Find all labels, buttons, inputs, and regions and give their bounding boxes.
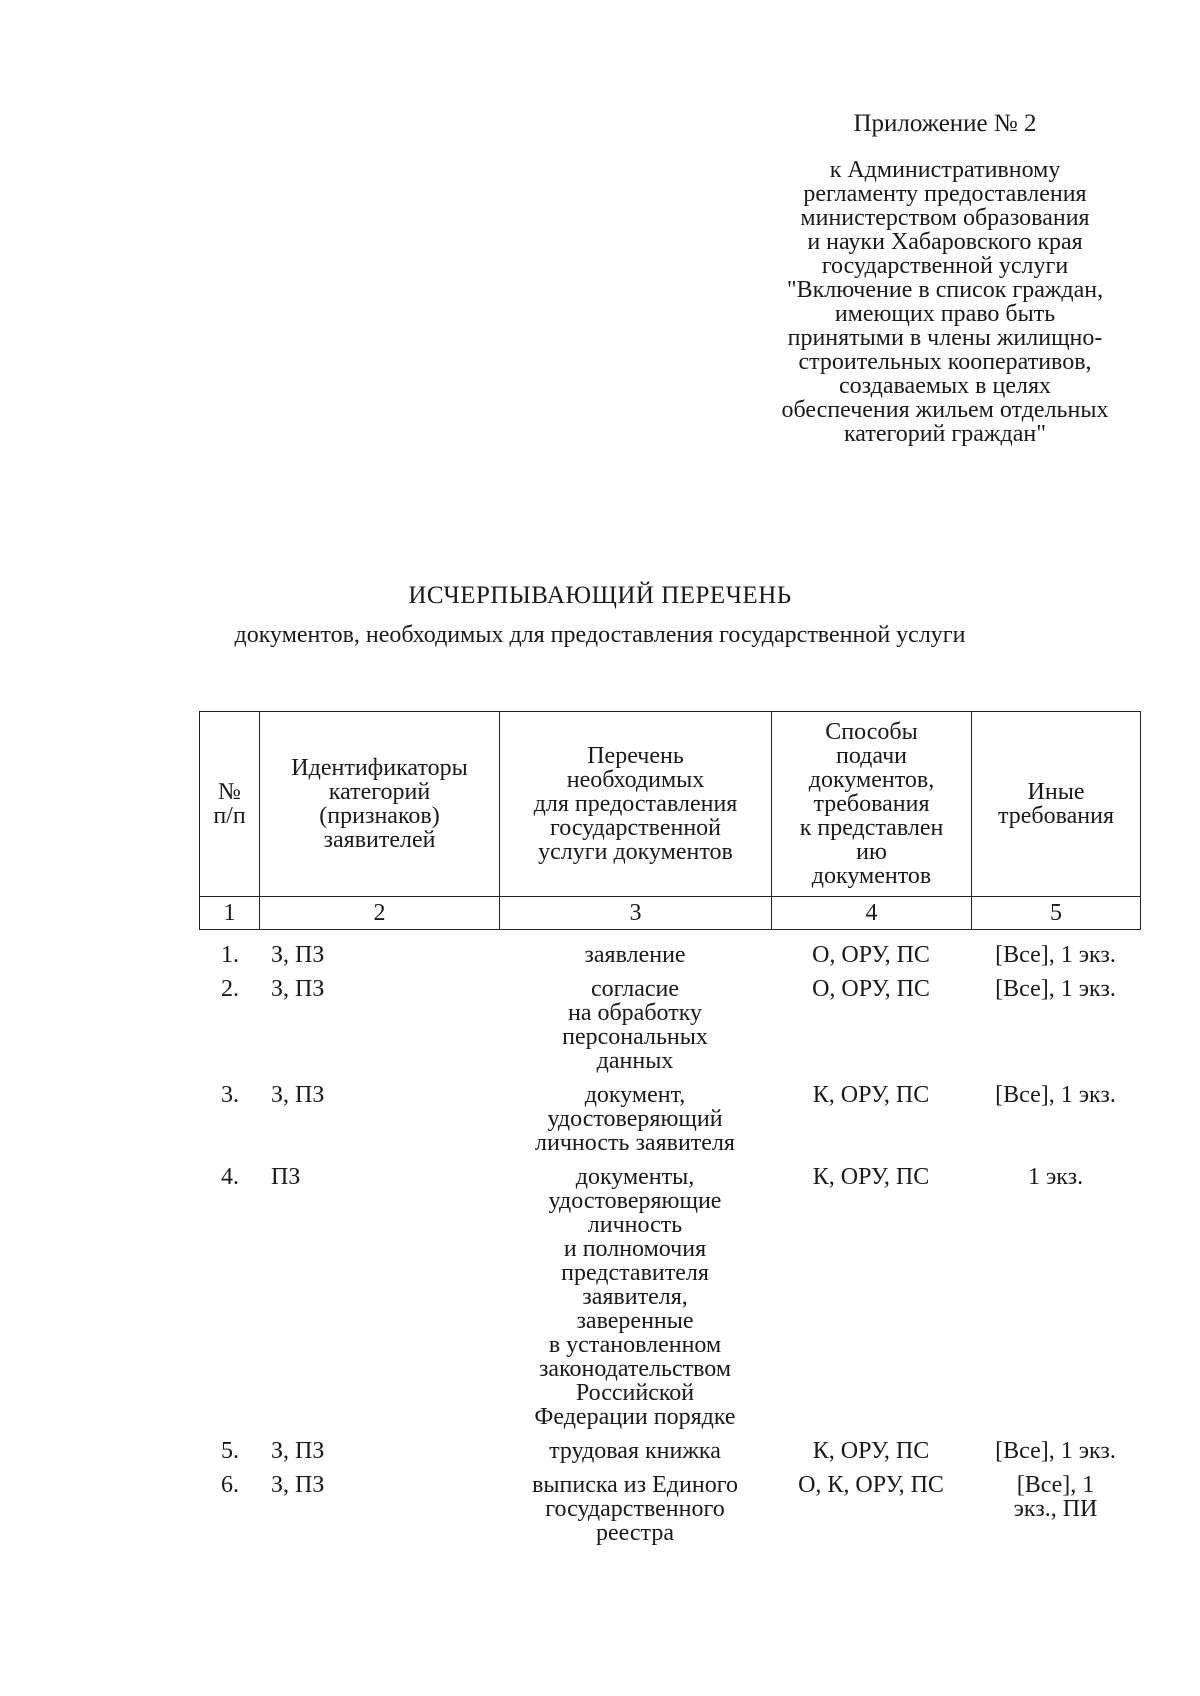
header-line: заявителей [323,827,436,853]
document-line: заявление [584,942,686,968]
row-methods: О, К, ОРУ, ПС [798,1472,944,1498]
header-line: Идентификаторы [291,755,468,781]
other-line: 1 экз. [1027,1164,1084,1190]
row-number: 5. [221,1438,239,1464]
row-document [499,1473,771,1555]
other-line: [Все], 1 экз. [995,976,1116,1002]
header-line: к представлен [799,815,944,841]
header-line: Иные [1027,779,1085,805]
row-methods: К, ОРУ, ПС [812,1438,930,1464]
document-line: документы, [575,1164,695,1190]
row-document [499,1083,771,1165]
row-number: 1. [221,942,239,968]
row-other [971,1473,1140,1555]
header-documents [500,712,772,897]
header-line: услуги документов [538,839,733,865]
header-line: (признаков) [319,803,440,829]
document-line: представителя [561,1260,709,1286]
appendix-text [740,158,1150,446]
row-methods: О, ОРУ, ПС [812,942,930,968]
other-line: [Все], 1 экз. [995,942,1116,968]
document-line: заверенные [576,1308,694,1334]
document-line: личность [587,1212,683,1238]
documents-table-header [199,711,1141,930]
table-row [199,1439,1140,1473]
other-line: [Все], 1 экз. [995,1082,1116,1108]
row-category: З, ПЗ [271,1472,325,1498]
table-row [199,977,1140,1083]
appendix-line: категорий граждан" [844,421,1046,447]
table-row [199,1083,1140,1165]
header-line: требования [813,791,930,817]
row-number: 6. [221,1472,239,1498]
appendix-line: обеспечения жильем отдельных [781,397,1109,423]
column-number: 5 [972,897,1141,930]
header-line: подачи [836,743,907,769]
header-methods [772,712,972,897]
document-line: Российской [575,1380,695,1406]
header-line: ию [856,839,887,865]
document-line: Федерации порядке [534,1404,736,1430]
header-number [200,712,260,897]
row-other [971,1165,1140,1439]
header-line: п/п [213,803,246,829]
table-row [199,1473,1140,1555]
header-line: Перечень [587,743,684,769]
header-line: категорий [328,779,431,805]
row-document [499,977,771,1083]
column-number: 3 [500,897,772,930]
appendix-line: создаваемых в целях [838,373,1052,399]
other-line: [Все], 1 экз. [995,1438,1116,1464]
appendix-line: "Включение в список граждан, [786,277,1104,303]
document-line: трудовая книжка [549,1438,721,1464]
header-line: для предоставления [533,791,738,817]
header-categories [260,712,500,897]
row-document [499,943,771,977]
document-line: и полномочия [563,1236,707,1262]
appendix-line: министерством образования [800,205,1090,231]
header-line: необходимых [566,767,705,793]
appendix-title: Приложение № 2 [853,110,1037,137]
row-other [971,943,1140,977]
header-line: документов [811,863,932,889]
row-category: З, ПЗ [271,942,325,968]
appendix-line: и науки Хабаровского края [807,229,1083,255]
document-line: удостоверяющие [548,1188,722,1214]
row-number: 2. [221,976,239,1002]
appendix-line: регламенту предоставления [803,181,1087,207]
appendix-line: государственной услуги [821,253,1069,279]
document-line: реестра [596,1520,674,1546]
row-document [499,1439,771,1473]
row-category: З, ПЗ [271,976,325,1002]
row-other [971,977,1140,1083]
row-category: З, ПЗ [271,1082,325,1108]
row-other [971,1439,1140,1473]
document-line: выписка из Единого [532,1472,738,1498]
header-line: № [218,779,241,805]
document-line: в установленном [548,1332,722,1358]
header-other [972,712,1141,897]
document-line: документ, [584,1082,686,1108]
document-line: законодательством [538,1356,732,1382]
column-number: 1 [200,897,260,930]
row-methods: К, ОРУ, ПС [812,1164,930,1190]
document-line: данных [596,1048,674,1074]
header-line: Способы [825,719,918,745]
appendix-line: к Административному [829,157,1061,183]
appendix-block [740,112,1150,446]
row-methods: К, ОРУ, ПС [812,1082,930,1108]
document-line: государственного [545,1496,725,1522]
header-line: документов, [808,767,935,793]
document-line: заявителя, [582,1284,688,1310]
document-line: удостоверяющий [547,1106,723,1132]
column-number: 2 [260,897,500,930]
row-category: ПЗ [271,1164,301,1190]
documents-table-body [199,943,1140,1555]
row-number: 4. [221,1164,239,1190]
other-line: [Все], 1 [1016,1472,1095,1498]
document-heading: ИСЧЕРПЫВАЮЩИЙ ПЕРЕЧЕНЬ [408,582,792,609]
document-line: на обработку [567,1000,703,1026]
column-number: 4 [772,897,972,930]
appendix-line: строительных кооперативов, [798,349,1092,375]
document-line: согласие [590,976,680,1002]
row-document [499,1165,771,1439]
row-other [971,1083,1140,1165]
document-line: персональных [562,1024,708,1050]
header-line: государственной [549,815,722,841]
table-row [199,943,1140,977]
table-row [199,1165,1140,1439]
row-category: З, ПЗ [271,1438,325,1464]
document-line: личность заявителя [535,1130,735,1156]
appendix-line: имеющих право быть [834,301,1056,327]
header-row [200,712,1141,897]
row-methods: О, ОРУ, ПС [812,976,930,1002]
column-number-row [200,897,1141,930]
header-line: требования [997,803,1115,829]
other-line: экз., ПИ [1013,1496,1098,1522]
row-number: 3. [221,1082,239,1108]
appendix-line: принятыми в члены жилищно- [787,325,1103,351]
document-subheading: документов, необходимых для предоставления государственной услуги [234,622,966,648]
